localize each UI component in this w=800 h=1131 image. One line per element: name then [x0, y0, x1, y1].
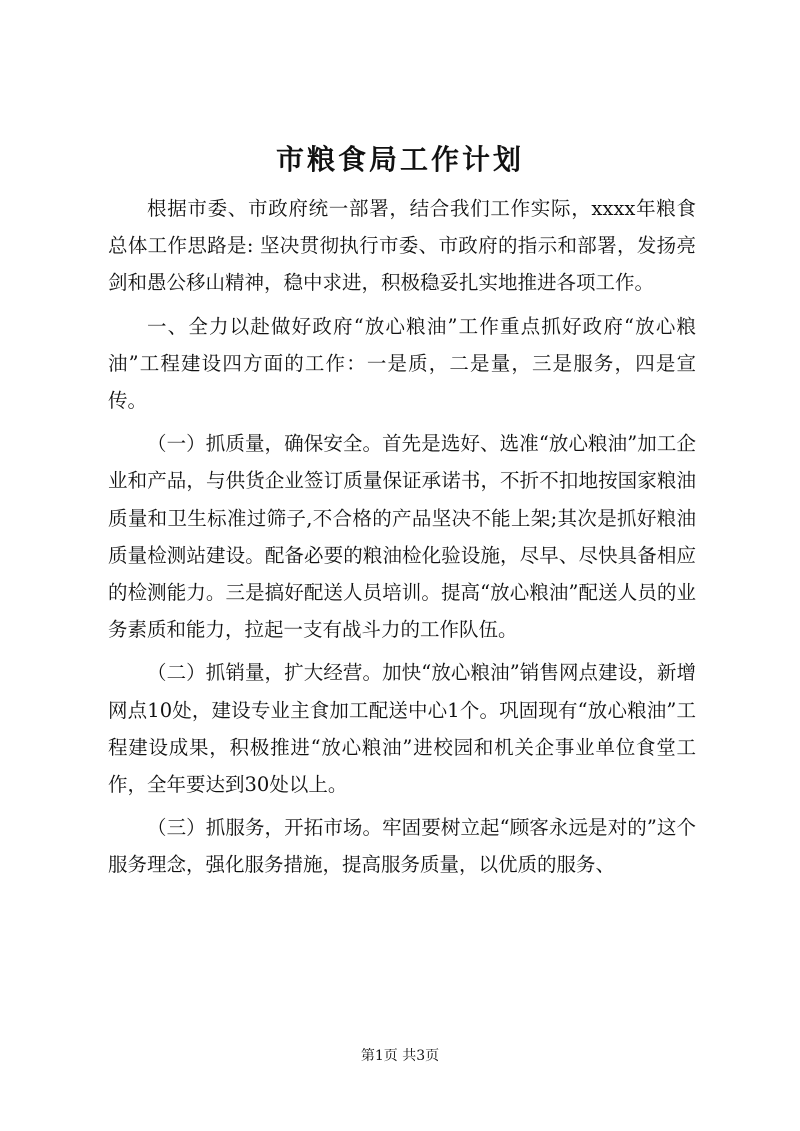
document-body	[108, 190, 696, 890]
paragraph-sales: （二）抓销量，扩大经营。加快“放心粮油”销售网点建设，新增网点10处，建设专业主食加工配送中心1个。巩固现有“放心粮油”工程建设成果，积极推进“放心粮油”进校园和机关企事业单位食堂工作，全年要达到30处以上。	[108, 661, 696, 797]
document-title: 市粮食局工作计划	[275, 143, 524, 176]
paragraph-quality: （一）抓质量，确保安全。首先是选好、选准“放心粮油”加工企业和产品，与供货企业签订质量保证承诺书，不折不扣地按国家粮油质量和卫生标准过筛子,不合格的产品坚决不能上架;其次是抓好粮油质量检测站建设。配备必要的粮油检化验设施，尽早、尽快具备相应的检测能力。三是搞好配送人员培训。提高“放心粮油”配送人员的业务素质和能力，拉起一支有战斗力的工作队伍。	[108, 432, 696, 642]
paragraph-intro: 根据市委、市政府统一部署，结合我们工作实际，xxxx年粮食总体工作思路是: 坚决贯彻执行市委、市政府的指示和部署，发扬亮剑和愚公移山精神，稳中求进，积极稳妥扎实地推进各项工作。	[108, 197, 696, 295]
paragraph-section-one: 一、全力以赴做好政府“放心粮油”工作重点抓好政府“放心粮油”工程建设四方面的工作：一是质，二是量，三是服务，四是宣传。	[108, 314, 696, 413]
page-footer: 第1页 共3页	[360, 1048, 440, 1064]
paragraph-service: （三）抓服务，开拓市场。牢固要树立起“顾客永远是对的”这个服务理念，强化服务措施，提高服务质量，以优质的服务、	[108, 816, 696, 877]
